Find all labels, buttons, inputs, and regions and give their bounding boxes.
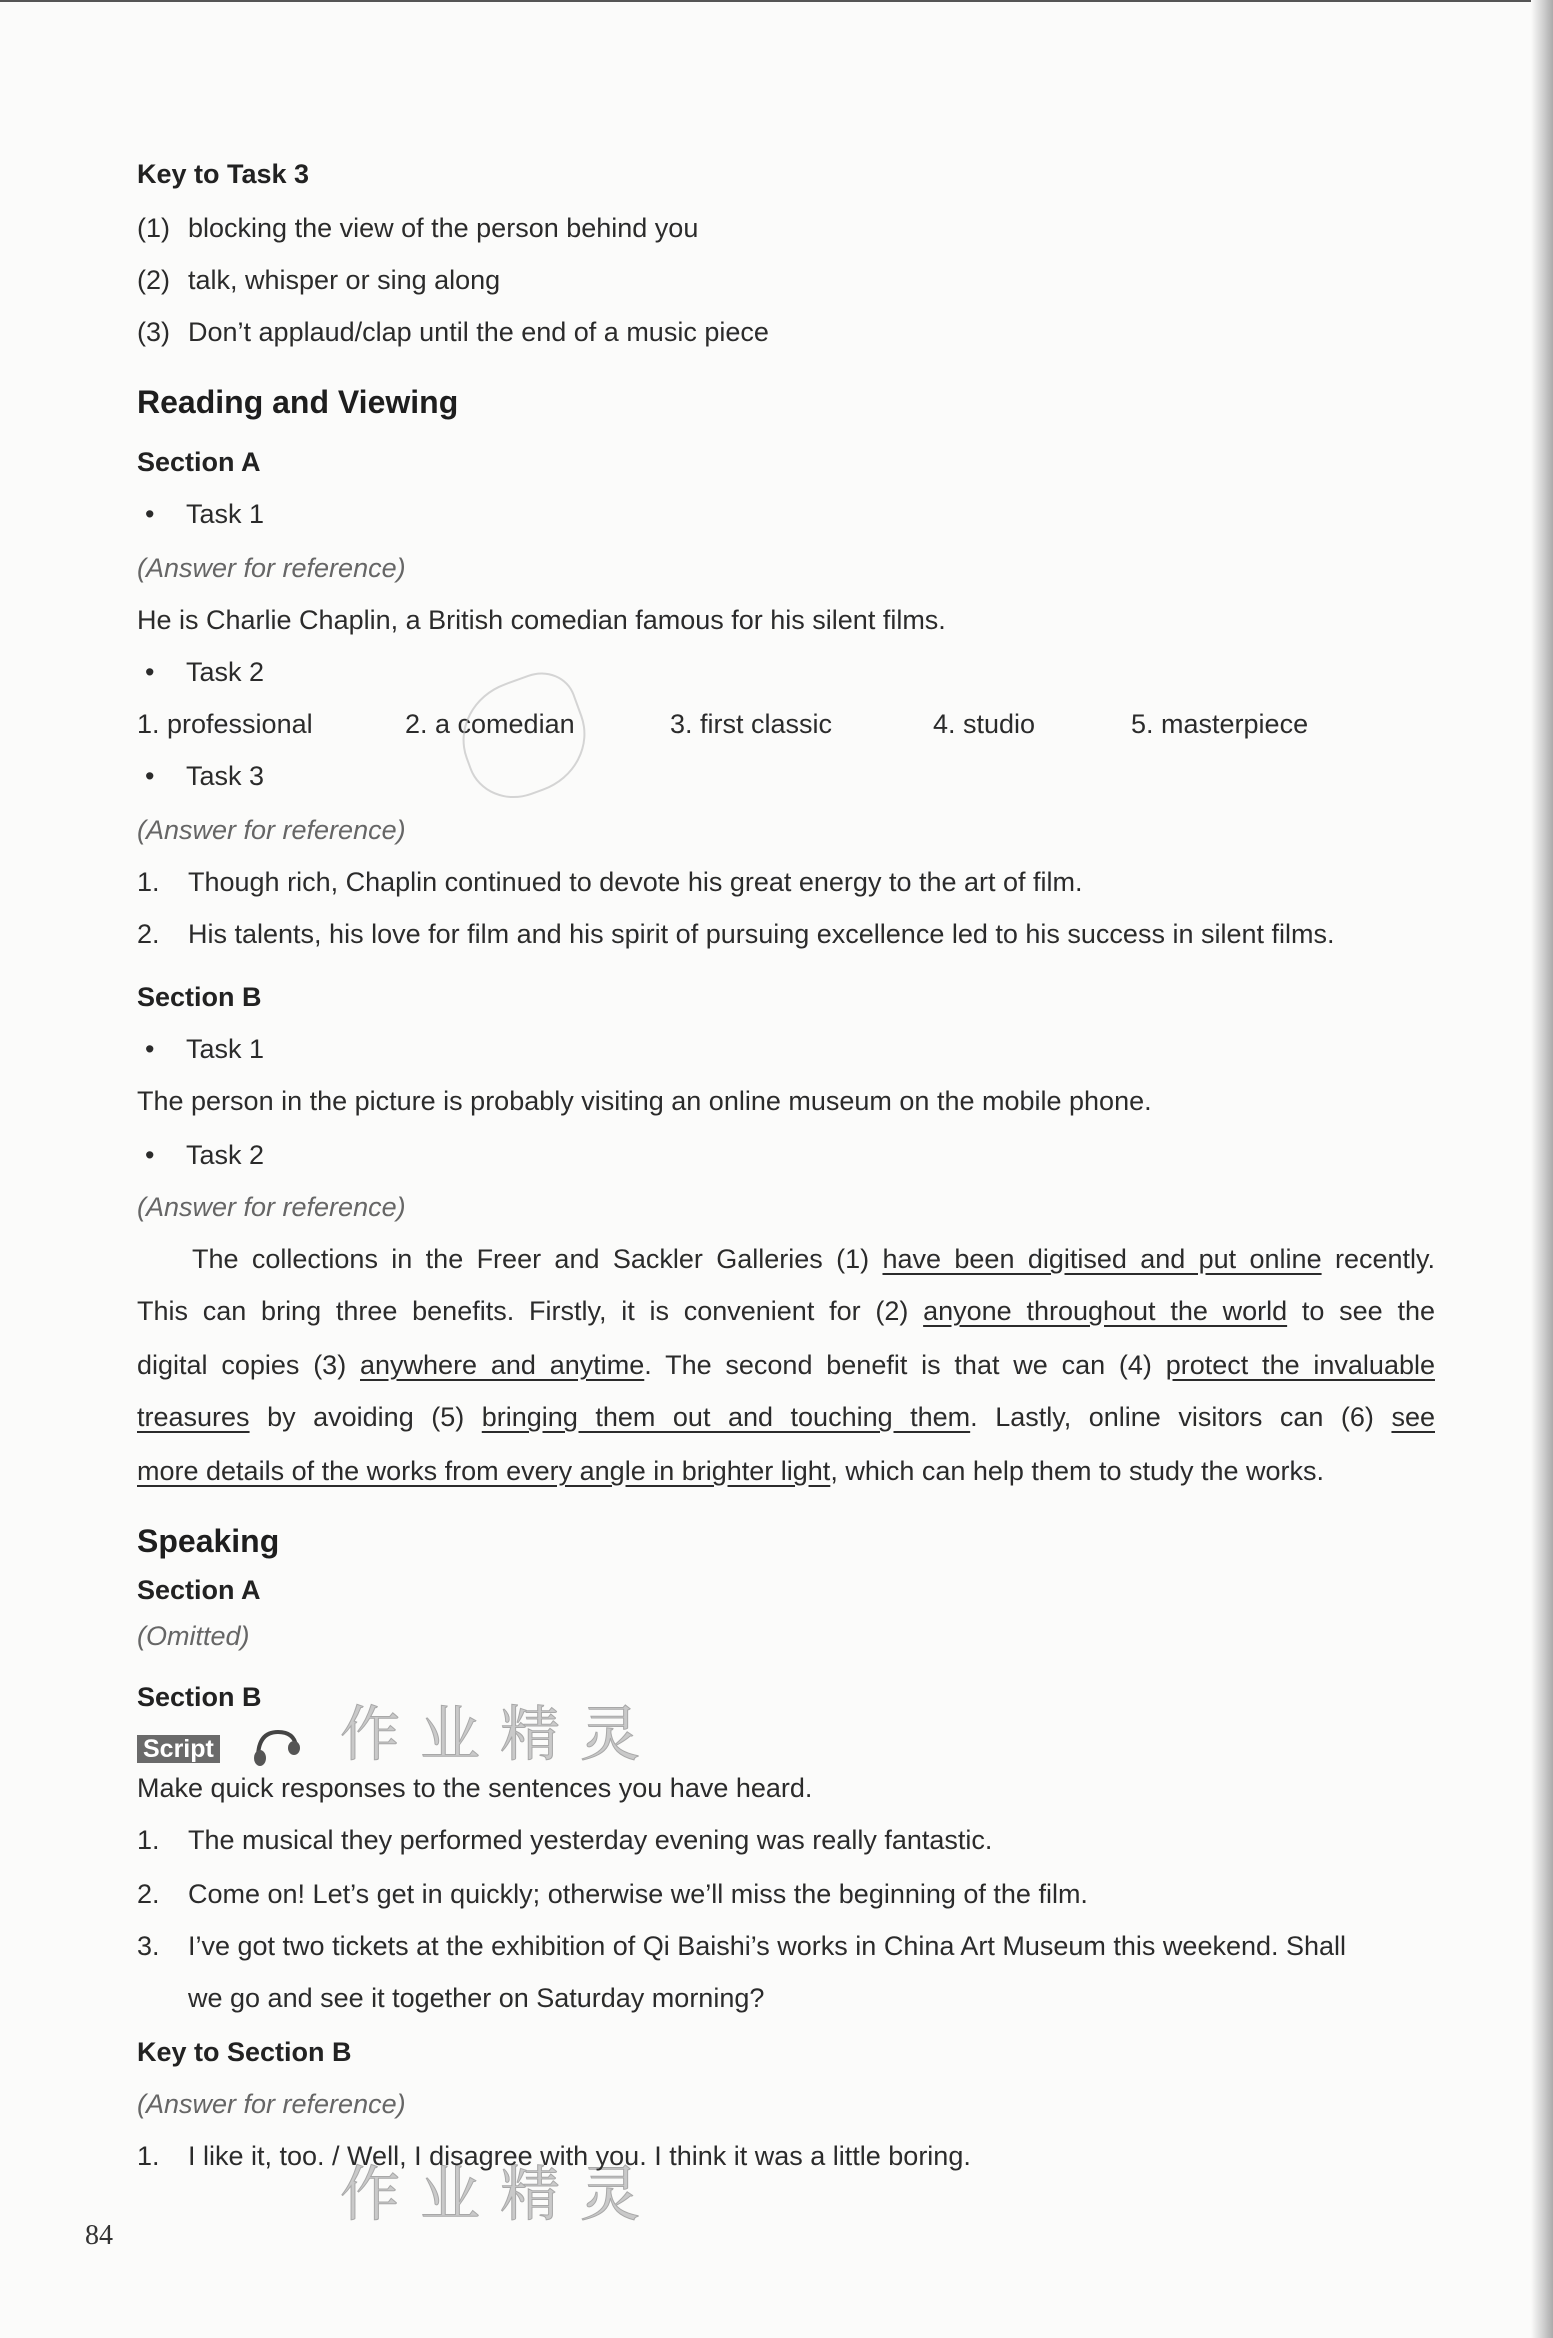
item-text: blocking the view of the person behind you [188,213,699,243]
item-number: (1) [137,213,170,243]
underlined-answer: see [1391,1402,1435,1432]
answer-item: 2. a comedian [405,709,575,739]
text: digital copies (3) [137,1350,360,1380]
task-label: Task 2 [186,1140,265,1170]
item-text: His talents, his love for film and his spirit of pursuing excellence led to his success in silent films. [188,919,1335,949]
paragraph-line [137,1294,1435,1328]
bullet-icon: • [145,499,155,529]
page-number: 84 [85,2220,113,2251]
paragraph-line [137,1454,1324,1488]
item-text: Come on! Let’s get in quickly; otherwise we’ll miss the beginning of the film. [188,1879,1088,1909]
answer-item: 3. first classic [670,709,833,739]
underlined-answer: bringing them out and touching them [481,1402,971,1432]
section-a-title: Section A [137,447,261,477]
text: The collections in the Freer and Sackler Galleries (1) [192,1244,883,1274]
bullet-icon: • [145,761,155,791]
bullet-icon: • [145,1140,155,1170]
answer-text: The person in the picture is probably visiting an online museum on the mobile phone. [137,1086,1152,1116]
script-badge: Script [137,1735,220,1763]
item-number: 3. [137,1931,160,1961]
section-b-title: Section B [137,1682,262,1712]
paragraph-line [137,1348,1435,1382]
text: This can bring three benefits. Firstly, it is convenient for (2) [137,1296,924,1326]
underlined-answer: anywhere and anytime [360,1350,645,1380]
text: to see the [1287,1296,1435,1326]
item-text: I like it, too. / Well, I disagree with you. I think it was a little boring. [188,2141,971,2171]
underlined-answer: anyone throughout the world [923,1296,1288,1326]
task-label: Task 1 [186,499,265,529]
underlined-answer: more details of the works from every angle in brighter light [137,1456,831,1486]
item-text: I’ve got two tickets at the exhibition of Qi Baishi’s works in China Art Museum this weekend. Shall [188,1931,1347,1961]
item-text: Don’t applaud/clap until the end of a music piece [188,317,769,347]
text: . Lastly, online visitors can (6) [970,1402,1392,1432]
answer-text: He is Charlie Chaplin, a British comedian famous for his silent films. [137,605,946,635]
list-item-continuation: we go and see it together on Saturday morning? [188,1983,765,2013]
item-text: talk, whisper or sing along [188,265,501,295]
item-text: The musical they performed yesterday evening was really fantastic. [188,1825,993,1855]
underlined-answer: have been digitised and put online [882,1244,1322,1274]
item-number: 1. [137,2141,160,2171]
section-a-title: Section A [137,1575,261,1605]
key-section-b-title: Key to Section B [137,2037,352,2067]
item-number: 1. [137,1825,160,1855]
bullet-icon: • [145,1034,155,1064]
headphones-icon [250,1728,302,1768]
underlined-answer: treasures [137,1402,250,1432]
item-number: (2) [137,265,170,295]
key-task3-title: Key to Task 3 [137,159,310,189]
item-number: (3) [137,317,170,347]
text: by avoiding (5) [249,1402,482,1432]
reference-note: (Answer for reference) [137,2089,406,2119]
answer-item: 4. studio [933,709,1036,739]
instruction: Make quick responses to the sentences you have heard. [137,1773,813,1803]
bullet-icon: • [145,657,155,687]
text: . The second benefit is that we can (4) [644,1350,1166,1380]
paragraph-line [137,1242,1435,1276]
top-rule [0,0,1553,2]
item-number: 1. [137,867,160,897]
page-edge-shadow [1531,0,1553,2338]
answer-item: 5. masterpiece [1131,709,1309,739]
task-label: Task 1 [186,1034,265,1064]
item-number: 2. [137,1879,160,1909]
reading-heading: Reading and Viewing [137,384,459,420]
item-number: 2. [137,919,160,949]
task-label: Task 3 [186,761,265,791]
omitted-note: (Omitted) [137,1621,250,1651]
text: , which can help them to study the works. [830,1456,1325,1486]
task-label: Task 2 [186,657,265,687]
stamp-watermark [446,662,602,812]
underlined-answer: protect the invaluable [1165,1350,1435,1380]
paragraph-line [137,1400,1435,1434]
watermark: 作业精灵 [340,1701,660,1768]
answer-item: 1. professional [137,709,313,739]
reference-note: (Answer for reference) [137,815,406,845]
speaking-heading: Speaking [137,1523,280,1559]
item-text: Though rich, Chaplin continued to devote his great energy to the art of film. [188,867,1083,897]
reference-note: (Answer for reference) [137,1192,406,1222]
reference-note: (Answer for reference) [137,553,406,583]
text: recently. [1321,1244,1435,1274]
section-b-title: Section B [137,982,262,1012]
watermark: 作业精灵 [340,2161,660,2228]
